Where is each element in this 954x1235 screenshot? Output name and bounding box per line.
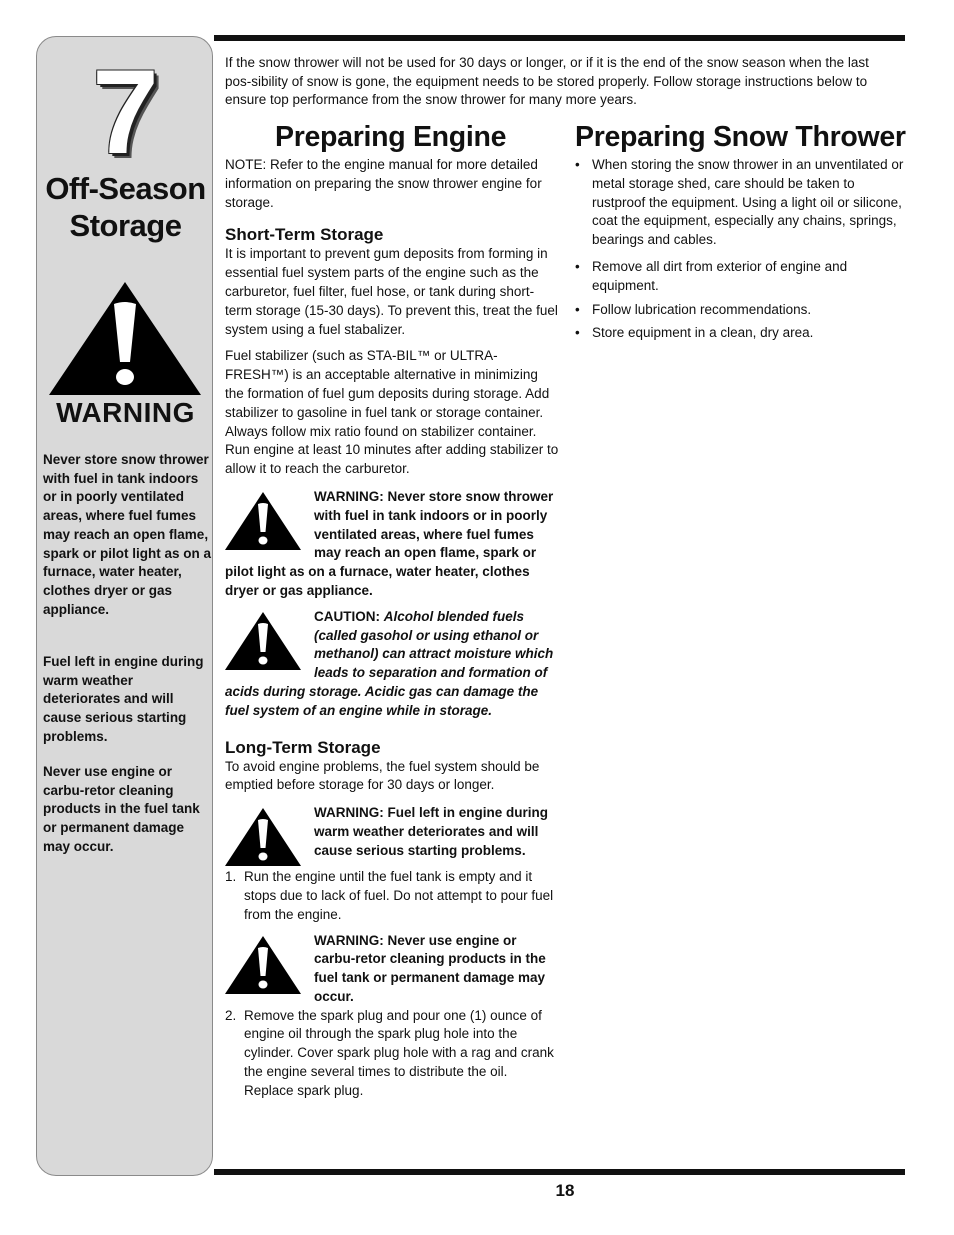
warning-fuel-storage <box>225 488 560 601</box>
engine-note: NOTE: Refer to the engine manual for more detailed information on preparing the snow thrower engine for storage. <box>225 157 542 210</box>
bullet: • <box>575 325 580 341</box>
side-note-fuel-deteriorates: Fuel left in engine during warm weather deteriorates and will cause serious starting problems. <box>43 654 204 744</box>
warning-fuel-deteriorates-text: WARNING: Fuel left in engine during warm weather deteriorates and will cause serious starting problems. <box>314 805 548 858</box>
chapter-sidebar <box>36 36 213 1176</box>
side-note-fuel-storage: Never store snow thrower with fuel in tank indoors or in poorly ventilated areas, where fuel fumes may reach an open flame, spark or pilot light as on a furnace, water heater, clothes dryer or gas appliance. <box>43 452 212 617</box>
bullet: • <box>575 301 580 317</box>
chapter-title-line2: Storage <box>69 208 182 243</box>
warning-triangle-icon <box>49 282 201 395</box>
preparing-engine-section <box>225 118 560 1101</box>
warning-triangle-icon <box>225 936 301 994</box>
list-item-text: When storing the snow thrower in an unventilated or metal storage shed, care should be taken to rustproof the equipment. Using a light oil or silicone, coat the equipment, especially any chains, springs, bearings and cables. <box>592 157 904 248</box>
bullet: • <box>575 157 580 172</box>
warning-fuel-storage-text: WARNING: Never store snow thrower with fuel in tank indoors or in poorly ventilated areas, where fuel fumes may reach an open flame, spark or pilot light as on a furnace, water heater, clothes dryer or gas appliance. <box>225 488 554 598</box>
side-note-cleaning-products: Never use engine or carbu-retor cleaning products in the fuel tank or permanent damage may occur. <box>43 764 200 854</box>
list-item <box>575 324 910 343</box>
snow-thrower-list <box>575 156 910 343</box>
caution-alcohol-fuels <box>225 608 560 721</box>
step-1 <box>225 868 560 924</box>
chapter-title-line1: Off-Season <box>45 171 206 206</box>
top-rule <box>214 35 905 41</box>
warning-cleaning-products <box>225 932 560 1007</box>
warning-label: WARNING <box>56 397 195 428</box>
step-1-text: Run the engine until the fuel tank is empty and it stops due to lack of fuel. Do not attempt to pour fuel from the engine. <box>244 869 554 922</box>
bottom-rule <box>214 1169 905 1175</box>
warning-fuel-deteriorates <box>225 804 560 868</box>
long-term-heading: Long-Term Storage <box>225 737 381 757</box>
preparing-snow-thrower-section <box>575 118 910 343</box>
intro-paragraph: If the snow thrower will not be used for 30 days or longer, or if it is the end of the snow season when the last pos-sibility of snow is gone, the equipment needs to be stored properly. Follow storage instructions below to ensure top performance from the snow thrower for many more years. <box>225 55 869 107</box>
caution-text: Alcohol blended fuels (called gasohol or using ethanol or methanol) can attract moisture which leads to separation and formation of acids during storage. Acidic gas can damage the fuel system of an engine while in storage. <box>225 608 554 718</box>
list-item <box>575 156 910 250</box>
short-term-paragraph-2: Fuel stabilizer (such as STA-BIL™ or ULTRA-FRESH™) is an acceptable alternative in minimizing the formation of fuel gum deposits during storage. Add stabilizer to gasoline in fuel tank or storage container. Always follow mix ratio found on stabilizer container. Run engine at least 10 minutes after adding stabilizer to allow it to reach the carburetor. <box>225 348 559 477</box>
step-2 <box>225 1007 560 1101</box>
warning-cleaning-products-text: WARNING: Never use engine or carbu-retor cleaning products in the fuel tank or permanent damage may occur. <box>314 932 546 1004</box>
warning-triangle-icon <box>225 808 301 866</box>
bullet: • <box>575 258 580 274</box>
step-2-number: 2. <box>225 1007 237 1023</box>
preparing-snow-thrower-heading: Preparing Snow Thrower <box>575 121 906 153</box>
long-term-paragraph: To avoid engine problems, the fuel system should be emptied before storage for 30 days or longer. <box>225 758 540 793</box>
list-item-text: Store equipment in a clean, dry area. <box>592 325 814 341</box>
page-number: 18 <box>555 1181 575 1200</box>
warning-triangle-icon <box>225 492 301 550</box>
list-item <box>575 258 910 296</box>
list-item-text: Remove all dirt from exterior of engine and equipment. <box>592 258 848 293</box>
warning-triangle-icon <box>225 612 301 670</box>
preparing-engine-heading: Preparing Engine <box>275 121 507 153</box>
list-item <box>575 301 910 320</box>
short-term-paragraph-1: It is important to prevent gum deposits from forming in essential fuel system parts of the engine such as the carburetor, fuel filter, fuel hose, or tank during short-term storage (15-30 days). To prevent this, treat the fuel system using a fuel stabalizer. <box>225 246 558 337</box>
chapter-title <box>37 170 214 244</box>
chapter-number: 7 <box>92 45 159 179</box>
caution-label: CAUTION: <box>314 608 380 624</box>
step-2-text: Remove the spark plug and pour one (1) ounce of engine oil through the spark plug hole into the cylinder. Cover spark plug hole with a rag and crank the engine several times to distribute the oil. Replace spark plug. <box>244 1007 554 1098</box>
step-1-number: 1. <box>225 869 237 885</box>
short-term-heading: Short-Term Storage <box>225 225 384 245</box>
list-item-text: Follow lubrication recommendations. <box>592 301 812 317</box>
